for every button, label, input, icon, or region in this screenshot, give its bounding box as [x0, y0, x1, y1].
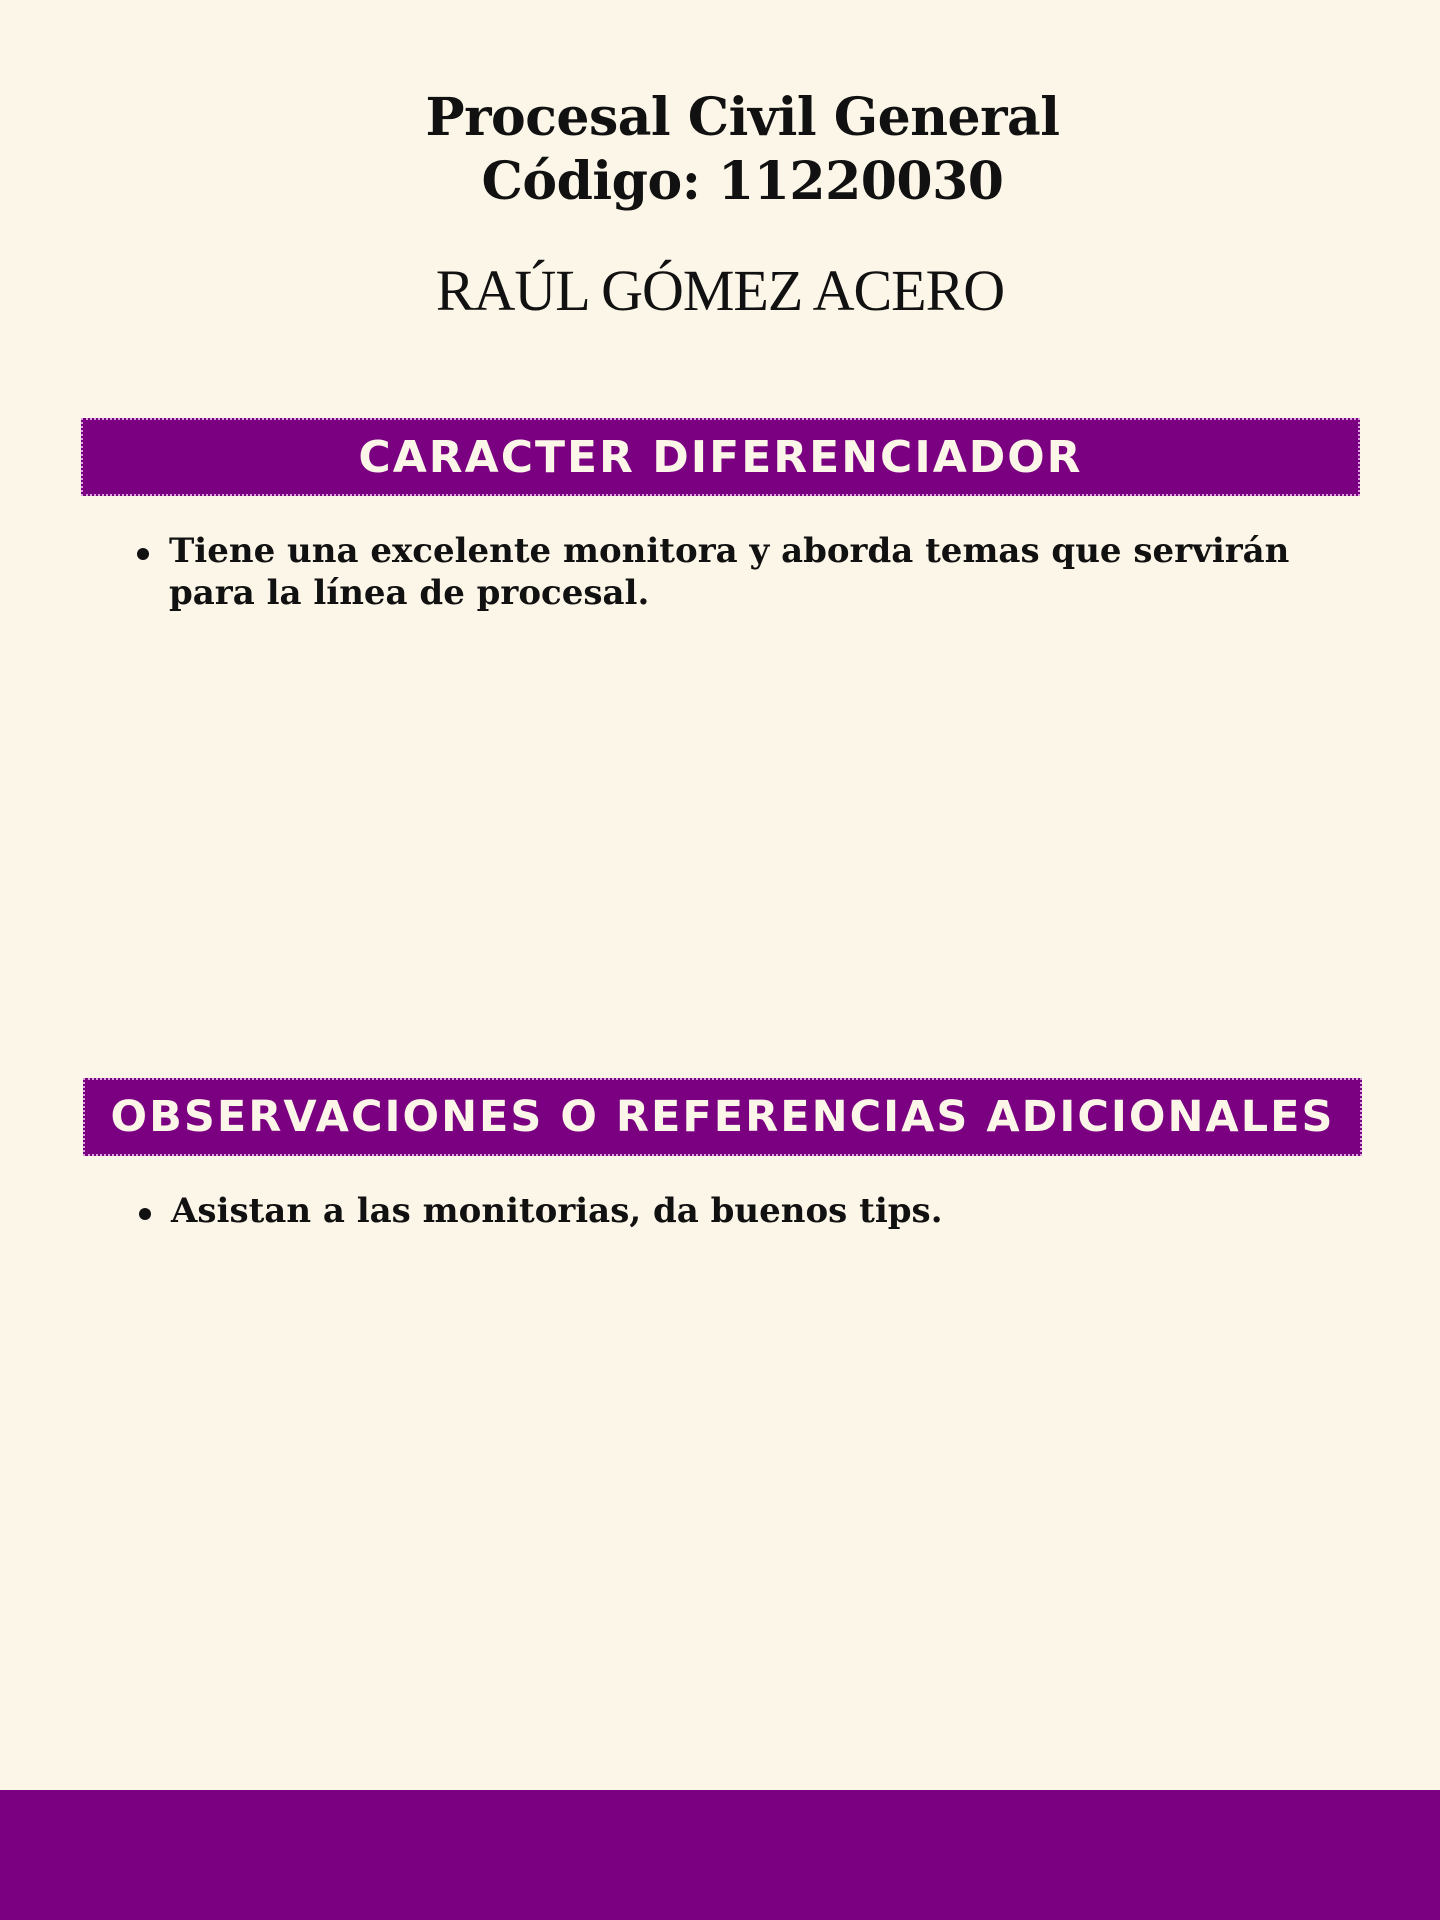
section-list-caracter [137, 530, 1317, 614]
section-heading: CARACTER DIFERENCIADOR [358, 431, 1083, 483]
list-item [137, 530, 1317, 614]
list-item-text: Asistan a las monitorias, da buenos tips. [171, 1191, 943, 1231]
bullet-icon [139, 1208, 151, 1220]
section-heading: OBSERVACIONES O REFERENCIAS ADICIONALES [110, 1092, 1335, 1142]
list-item-text: Tiene una excelente monitora y aborda temas que servirán para la línea de procesal. [169, 531, 1290, 613]
course-code: Código: 11220030 [481, 151, 1004, 212]
section-header-observaciones [83, 1078, 1362, 1156]
list-item [139, 1190, 1319, 1232]
professor-name: RAÚL GÓMEZ ACERO [435, 258, 1005, 323]
bullet-icon [137, 548, 149, 560]
footer-band [0, 1790, 1440, 1920]
section-header-caracter [81, 418, 1360, 496]
course-title: Procesal Civil General [425, 87, 1060, 148]
section-list-observaciones [139, 1190, 1319, 1232]
title-block [0, 86, 1440, 214]
